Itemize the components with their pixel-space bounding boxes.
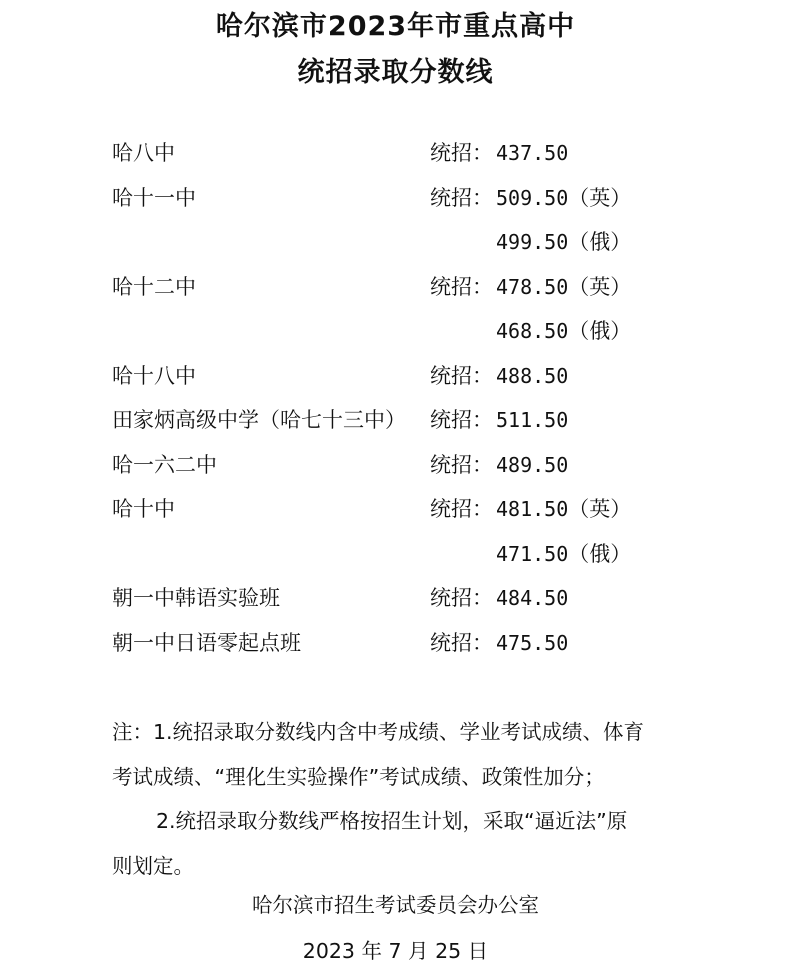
cutoff-score: 511.50 [496,408,569,432]
note-2-line-1: 2.统招录取分数线严格按招生计划，采取“逼近法”原 [156,809,628,833]
score-list [112,134,732,668]
score-row [112,357,732,402]
score-row [112,490,732,535]
admission-type-label: 统招： [430,408,493,432]
admission-type-label: 统招： [430,363,493,388]
admission-type-label: 统招： [430,497,493,521]
note-2-line-2: 则划定。 [112,853,194,878]
cutoff-score: 488.50 [496,363,569,388]
school-name: 哈一六二中 [112,452,217,477]
school-name: 朝一中日语零起点班 [112,630,301,655]
score-row [112,268,732,313]
issue-date: 2023 年 7 月 25 日 [302,939,489,963]
school-name: 哈八中 [112,141,175,165]
cutoff-score: 509.50（英） [496,185,632,210]
school-name: 哈十中 [112,497,175,521]
school-name: 朝一中韩语实验班 [112,586,280,610]
cutoff-score: 489.50 [496,452,569,477]
school-name: 哈十一中 [112,185,196,210]
score-row [112,401,732,446]
school-name: 哈十二中 [112,274,196,299]
score-row [112,446,732,491]
score-row [112,624,732,669]
admission-type-label: 统招： [430,630,493,655]
cutoff-score: 475.50 [496,630,569,655]
cutoff-score: 478.50（英） [496,274,632,299]
document-title: 哈尔滨市2023年市重点高中 [215,11,576,42]
document-subtitle: 统招录取分数线 [297,57,494,88]
school-name: 哈十八中 [112,363,196,388]
score-row [112,312,732,357]
admission-type-label: 统招： [430,452,493,477]
cutoff-score: 481.50（英） [496,497,632,521]
cutoff-score: 471.50（俄） [496,541,632,566]
admission-type-label: 统招： [430,185,493,210]
admission-type-label: 统招： [430,274,493,299]
note-1-line-1: 注：1.统招录取分数线内含中考成绩、学业考试成绩、体育 [112,720,645,744]
score-row [112,535,732,580]
notes-section [112,710,712,888]
cutoff-score: 484.50 [496,586,569,610]
issuing-organization: 哈尔滨市招生考试委员会办公室 [252,893,539,917]
score-row [112,223,732,268]
cutoff-score: 468.50（俄） [496,319,632,343]
cutoff-score: 437.50 [496,141,569,165]
score-row [112,134,732,179]
school-name: 田家炳高级中学（哈七十三中） [112,408,406,432]
note-1-line-2: 考试成绩、“理化生实验操作”考试成绩、政策性加分； [112,764,605,789]
score-row [112,579,732,624]
cutoff-score: 499.50（俄） [496,230,632,254]
admission-type-label: 统招： [430,586,493,610]
admission-type-label: 统招： [430,141,493,165]
score-row [112,179,732,224]
